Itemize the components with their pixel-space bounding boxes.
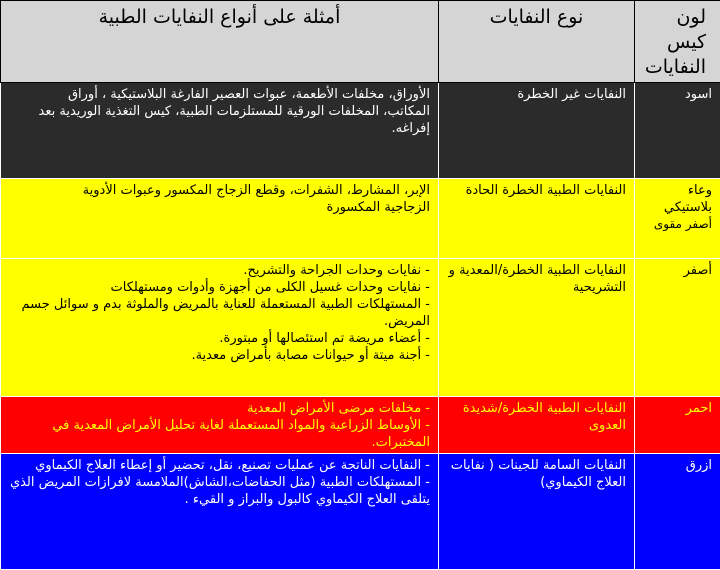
bag-color-label: ازرق [643, 457, 712, 474]
example-line: - أجنة ميتة أو حيوانات مصابة بأمراض معدية. [9, 347, 430, 364]
bag-color-label: احمر [643, 400, 712, 417]
example-line: - المستهلكات الطبية (مثل الحفاضات،الشاش)الملامسة لافرازات المريض الذي [9, 474, 430, 491]
table-row-yellow [1, 259, 720, 397]
bag-color-label: أصفر [643, 262, 712, 279]
bag-color-sublabel: أصفر مقوى [643, 216, 712, 233]
example-line: المكاتب، المخلفات الورقية للمستلزمات الطبية، كيس التغذية الوريدية بعد [9, 103, 430, 120]
example-line: - الأوساط الزراعية والمواد المستعملة لغاية تحليل الأمراض المعدية في [9, 417, 430, 434]
waste-type-label: النفايات الطبية الخطرة/المعدية و التشريحية [447, 262, 626, 296]
waste-type-cell [439, 454, 635, 570]
example-line: - أعضاء مريضة تم استئصالها أو مبتورة. [9, 330, 430, 347]
example-line: - نفايات وحدات الجراحة والتشريح. [9, 262, 430, 279]
header-waste-examples: أمثلة على أنواع النفايات الطبية [1, 1, 439, 83]
waste-type-cell [439, 179, 635, 259]
example-line: - المستهلكات الطبية المستعملة للعناية بالمريض والملوثة بدم و سوائل جسم [9, 296, 430, 313]
example-line: - نفايات وحدات غسيل الكلى من أجهزة وأدوات ومستهلكات [9, 279, 430, 296]
bag-color-cell [635, 83, 720, 179]
waste-type-cell [439, 259, 635, 397]
example-line: - مخلفات مرضى الأمراض المعدية [9, 400, 430, 417]
example-line: الإبر، المشارط، الشفرات، وقطع الزجاج المكسور وعبوات الأدوية [9, 182, 430, 199]
example-line: إفراغه. [9, 120, 430, 137]
example-line: الزجاجية المكسورة [9, 199, 430, 216]
bag-color-label: اسود [643, 86, 712, 103]
waste-type-label: النفايات الطبية الخطرة الحادة [447, 182, 626, 199]
header-bag-color: لون كيس النفايات [635, 1, 720, 83]
bag-color-cell [635, 259, 720, 397]
header-waste-type: نوع النفايات [439, 1, 635, 83]
waste-examples-cell [1, 397, 439, 454]
waste-type-label: النفايات الطبية الخطرة/شديدة العدوى [447, 400, 626, 434]
table-row-blue [1, 454, 720, 570]
example-line: المريض. [9, 313, 430, 330]
waste-examples-cell [1, 259, 439, 397]
example-line: الأوراق، مخلفات الأطعمة، عبوات العصير الفارغة البلاستيكية ، أوراق [9, 86, 430, 103]
waste-type-label: النفايات السامة للجينات ( نفايات العلاج الكيماوي) [447, 457, 626, 491]
bag-color-label: وعاء بلاستيكي [643, 182, 712, 216]
example-line: - النفايات الناتجة عن عمليات تصنيع، نقل، تحضير أو إعطاء العلاج الكيماوي [9, 457, 430, 474]
bag-color-cell [635, 454, 720, 570]
waste-type-cell [439, 397, 635, 454]
example-line: يتلقى العلاج الكيماوي كالبول والبراز و القيء . [9, 491, 430, 508]
waste-examples-cell [1, 83, 439, 179]
waste-type-cell [439, 83, 635, 179]
example-line: المختبرات. [9, 434, 430, 451]
table-row-black [1, 83, 720, 179]
bag-color-cell [635, 397, 720, 454]
waste-examples-cell [1, 454, 439, 570]
table-header-row [1, 1, 720, 83]
table-row-sharps [1, 179, 720, 259]
waste-type-label: النفايات غير الخطرة [447, 86, 626, 103]
table-row-red [1, 397, 720, 454]
bag-color-cell [635, 179, 720, 259]
waste-examples-cell [1, 179, 439, 259]
